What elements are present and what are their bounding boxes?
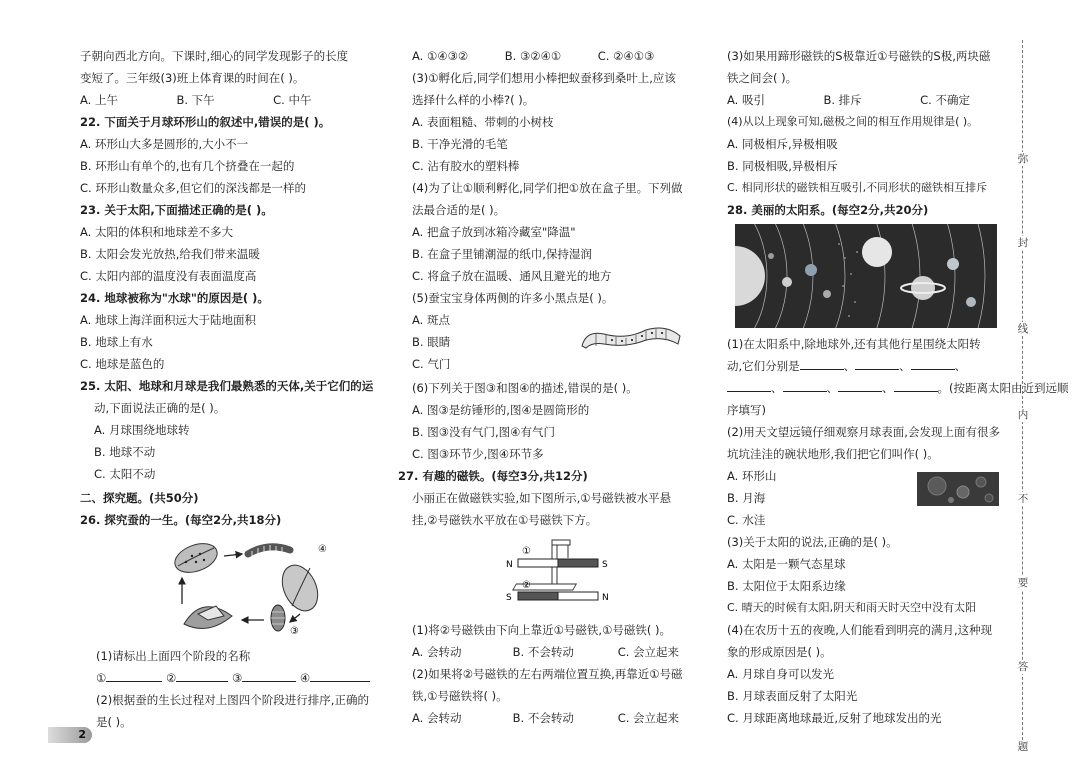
q28-sub1-line2 (727, 358, 966, 374)
seal-char: 内 (1015, 408, 1031, 422)
q26-sub3-line2: 选择什么样的小棒?( )。 (412, 93, 535, 107)
q21-text-line2: 变短了。三年级(3)班上体育课的时间在( )。 (80, 71, 305, 85)
magnet-1-pole-right: S (602, 560, 608, 570)
q28-sub1-suffix: 。(按距离太阳由近到远顺 (937, 381, 1069, 395)
separator: 、 (826, 381, 838, 395)
earth-icon (805, 264, 817, 276)
stage-1-egg-leaf-icon (171, 538, 221, 577)
uranus-icon (947, 258, 959, 270)
q24-option-b: B. 地球上有水 (80, 335, 153, 349)
q26-sub1: (1)请标出上面四个阶段的名称 (96, 649, 251, 663)
q26-sub6-option-a: A. 图③是纺锤形的,图④是圆筒形的 (412, 403, 590, 417)
stage-2-larva-icon (248, 545, 290, 557)
q23-option-a: A. 太阳的体积和地球差不多大 (80, 225, 233, 239)
stage-3-pupa-icon (271, 605, 285, 631)
planet-blank-5[interactable] (783, 380, 827, 392)
q28-sub3: (3)关于太阳的说法,正确的是( )。 (727, 535, 898, 549)
magnet-1 (518, 559, 598, 567)
planet-blank-1[interactable] (800, 358, 844, 370)
mercury-icon (768, 253, 774, 259)
q27-sub1: (1)将②号磁铁由下向上靠近①号磁铁,①号磁铁( )。 (412, 623, 672, 637)
stage-marker-1: ① (96, 671, 107, 685)
q25-option-c: C. 太阳不动 (94, 467, 156, 481)
venus-icon (782, 277, 792, 287)
silkworm-caterpillar-figure (576, 320, 686, 354)
q28-sub3-option-b: B. 太阳位于太阳系边缘 (727, 579, 846, 593)
q27-sub3-line2: 铁之间会( )。 (727, 71, 798, 85)
stage-moth-on-leaf-icon (184, 606, 232, 629)
q28-title: 28. 美丽的太阳系。(每空2分,共20分) (727, 203, 929, 217)
seal-char: 不 (1015, 492, 1031, 506)
q27-sub4-option-c: C. 相同形状的磁铁相互吸引,不同形状的磁铁相互排斥 (727, 181, 988, 194)
q28-sub4-line1: (4)在农历十五的夜晚,人们能看到明亮的满月,这种现 (727, 623, 993, 637)
moon-crater-photo (917, 472, 999, 506)
seal-char: 题 (1015, 740, 1031, 754)
q27-sub2-line2: 铁,①号磁铁将( )。 (412, 689, 508, 703)
neptune-icon (966, 297, 976, 307)
q28-sub1-line4: 序填写) (727, 403, 766, 417)
q27-text-line1: 小丽正在做磁铁实验,如下图所示,①号磁铁被水平悬 (412, 491, 672, 505)
q26-sub6: (6)下列关于图③和图④的描述,错误的是( )。 (412, 381, 638, 395)
q27-sub4: (4)从以上现象可知,磁极之间的相互作用规律是( )。 (727, 115, 979, 128)
q26-sub2-line1: (2)根据蚕的生长过程对上图四个阶段进行排序,正确的 (96, 693, 369, 707)
seal-char: 答 (1015, 660, 1031, 674)
q26-sub5-option-c: C. 气门 (412, 357, 451, 371)
q23-option-c: C. 太阳内部的温度没有表面温度高 (80, 269, 257, 283)
figure-label-4: ④ (318, 544, 327, 555)
q26-sub6-option-b: B. 图③没有气门,图④有气门 (412, 425, 555, 439)
q27-sub4-option-a: A. 同极相斥,异极相吸 (727, 137, 838, 151)
stage-2-blank[interactable] (176, 670, 228, 682)
q27-title: 27. 有趣的磁铁。(每空3分,共12分) (398, 469, 588, 483)
magnet-2-pole-left: S (506, 593, 512, 603)
stage-marker-2: ② (165, 671, 177, 685)
q26-sub3-line1: (3)①孵化后,同学们想用小棒把蚁蚕移到桑叶上,应该 (412, 71, 676, 85)
q27-sub1-options: A. 会转动 B. 不会转动 C. 会立起来 (412, 645, 680, 659)
magnet-2 (518, 592, 598, 600)
q27-sub3-options: A. 吸引 B. 排斥 C. 不确定 (727, 93, 970, 107)
separator: 、 (954, 359, 967, 373)
magnet-label-1: ① (522, 546, 531, 557)
q28-sub3-option-c: C. 晴天的时候有太阳,阴天和雨天时天空中没有太阳 (727, 601, 977, 614)
q28-sub4-line2: 象的形成原因是( )。 (727, 645, 832, 659)
magnet-2-pole-right: N (602, 593, 609, 603)
section-2-title: 二、探究题。(共50分) (80, 491, 199, 505)
q28-sub2-line1: (2)用天文望远镜仔细观察月球表面,会发现上面有很多 (727, 425, 1000, 439)
q28-sub2-option-a: A. 环形山 (727, 469, 777, 483)
separator: 、 (882, 381, 894, 395)
silkworm-lifecycle-figure (168, 536, 328, 636)
q28-sub2-option-b: B. 月海 (727, 491, 766, 505)
seal-char: 封 (1015, 236, 1031, 250)
seal-char: 弥 (1015, 152, 1031, 166)
q27-sub2-options: A. 会转动 B. 不会转动 C. 会立起来 (412, 711, 680, 725)
q28-sub2-option-c: C. 水洼 (727, 513, 766, 527)
q26-sub4-option-a: A. 把盒子放到冰箱冷藏室"降温" (412, 225, 576, 239)
magnet-1-pole-left: N (506, 560, 513, 570)
q26-sub5-option-a: A. 斑点 (412, 313, 450, 327)
mars-icon (823, 290, 831, 298)
q26-sub4-line2: 法最合适的是( )。 (412, 203, 506, 217)
stage-marker-4: ④ (299, 671, 311, 685)
planet-blank-6[interactable] (838, 380, 882, 392)
q21-text-line1: 子朝向西北方向。下课时,细心的同学发现影子的长度 (80, 49, 349, 63)
stage-3-blank[interactable] (242, 670, 296, 682)
q25-option-b: B. 地球不动 (94, 445, 156, 459)
q22-title: 22. 下面关于月球环形山的叙述中,错误的是( )。 (80, 115, 331, 129)
seal-char: 线 (1015, 322, 1031, 336)
figure-label-3: ③ (290, 626, 299, 636)
separator: 、 (843, 359, 856, 373)
q27-sub4-option-b: B. 同极相吸,异极相斥 (727, 159, 838, 173)
q27-text-line2: 挂,②号磁铁水平放在①号磁铁下方。 (412, 513, 598, 527)
q26-sub4-option-b: B. 在盒子里铺潮湿的纸巾,保持湿润 (412, 247, 592, 261)
q26-sub3-option-c: C. 沾有胶水的塑料棒 (412, 159, 520, 173)
q26-sub6-option-c: C. 图③环节少,图④环节多 (412, 447, 544, 461)
q26-sub4-line1: (4)为了让①顺利孵化,同学们把①放在盒子里。下列做 (412, 181, 683, 195)
q28-sub4-option-c: C. 月球距离地球最近,反射了地球发出的光 (727, 711, 942, 725)
q24-title: 24. 地球被称为"水球"的原因是( )。 (80, 291, 269, 305)
arrow-1-2-icon (224, 554, 242, 556)
q27-sub3-line1: (3)如果用蹄形磁铁的S极靠近①号磁铁的S极,两块磁 (727, 49, 991, 63)
seal-line (1012, 40, 1034, 753)
planet-blank-4[interactable] (727, 380, 771, 392)
q23-option-b: B. 太阳会发光放热,给我们带来温暖 (80, 247, 260, 261)
q25-option-a: A. 月球围绕地球转 (94, 423, 190, 437)
q23-title: 23. 关于太阳,下面描述正确的是( )。 (80, 203, 273, 217)
q28-sub2-line2: 坑坑洼洼的碗状地形,我们把它们叫作( )。 (727, 447, 939, 461)
q26-sub5: (5)蚕宝宝身体两侧的许多小黑点是( )。 (412, 291, 614, 305)
seal-dashed-line (1022, 40, 1023, 740)
seal-char: 要 (1015, 576, 1031, 590)
q28-sub1-line1: (1)在太阳系中,除地球外,还有其他行星围绕太阳转 (727, 337, 981, 351)
q22-option-c: C. 环形山数量众多,但它们的深浅都是一样的 (80, 181, 306, 195)
page-number: 2 (48, 727, 92, 743)
q26-sub2-line2: 是( )。 (96, 715, 132, 729)
planet-blank-7[interactable] (894, 380, 938, 392)
separator: 、 (771, 381, 783, 395)
q21-options: A. 上午 B. 下午 C. 中午 (80, 93, 312, 107)
q25-title-line2: 动,下面说法正确的是( )。 (94, 401, 226, 415)
q28-sub4-option-a: A. 月球自身可以发光 (727, 667, 834, 681)
q26-sub4-option-c: C. 将盒子放在温暖、通风且避光的地方 (412, 269, 612, 283)
q26-sub5-option-b: B. 眼睛 (412, 335, 451, 349)
q22-option-a: A. 环形山大多是圆形的,大小不一 (80, 137, 249, 151)
q28-sub4-option-b: B. 月球表面反射了太阳光 (727, 689, 858, 703)
q26-stage-blanks (96, 670, 370, 686)
magnet-label-2: ② (522, 580, 531, 591)
q22-option-b: B. 环形山有单个的,也有几个挤叠在一起的 (80, 159, 295, 173)
separator: 、 (899, 359, 911, 373)
q25-title-line1: 25. 太阳、地球和月球是我们最熟悉的天体,关于它们的运 (80, 379, 374, 393)
q26-title: 26. 探究蚕的一生。(每空2分,共18分) (80, 513, 282, 527)
q28-sub3-option-a: A. 太阳是一颗气态星球 (727, 557, 846, 571)
planet-blank-2[interactable] (855, 358, 899, 370)
planet-blank-3[interactable] (911, 358, 955, 370)
q26-sub3-option-a: A. 表面粗糙、带刺的小树枝 (412, 115, 554, 129)
q24-option-a: A. 地球上海洋面积远大于陆地面积 (80, 313, 256, 327)
jupiter-icon (862, 237, 892, 267)
q28-sub1-prefix: 动,它们分别是 (727, 359, 800, 373)
stage-4-blank[interactable] (310, 670, 370, 682)
q26-sub2-options: A. ①④③② B. ③②④① C. ②④①③ (412, 49, 655, 63)
q26-sub3-option-b: B. 干净光滑的毛笔 (412, 137, 508, 151)
stage-1-blank[interactable] (106, 670, 162, 682)
q27-sub2-line1: (2)如果将②号磁铁的左右两端位置互换,再靠近①号磁 (412, 667, 683, 681)
arrow-4-3-icon (290, 614, 300, 622)
q24-option-c: C. 地球是蓝色的 (80, 357, 165, 371)
stage-marker-3: ③ (231, 671, 243, 685)
magnet-experiment-figure (496, 536, 616, 610)
solar-system-figure (735, 224, 997, 328)
